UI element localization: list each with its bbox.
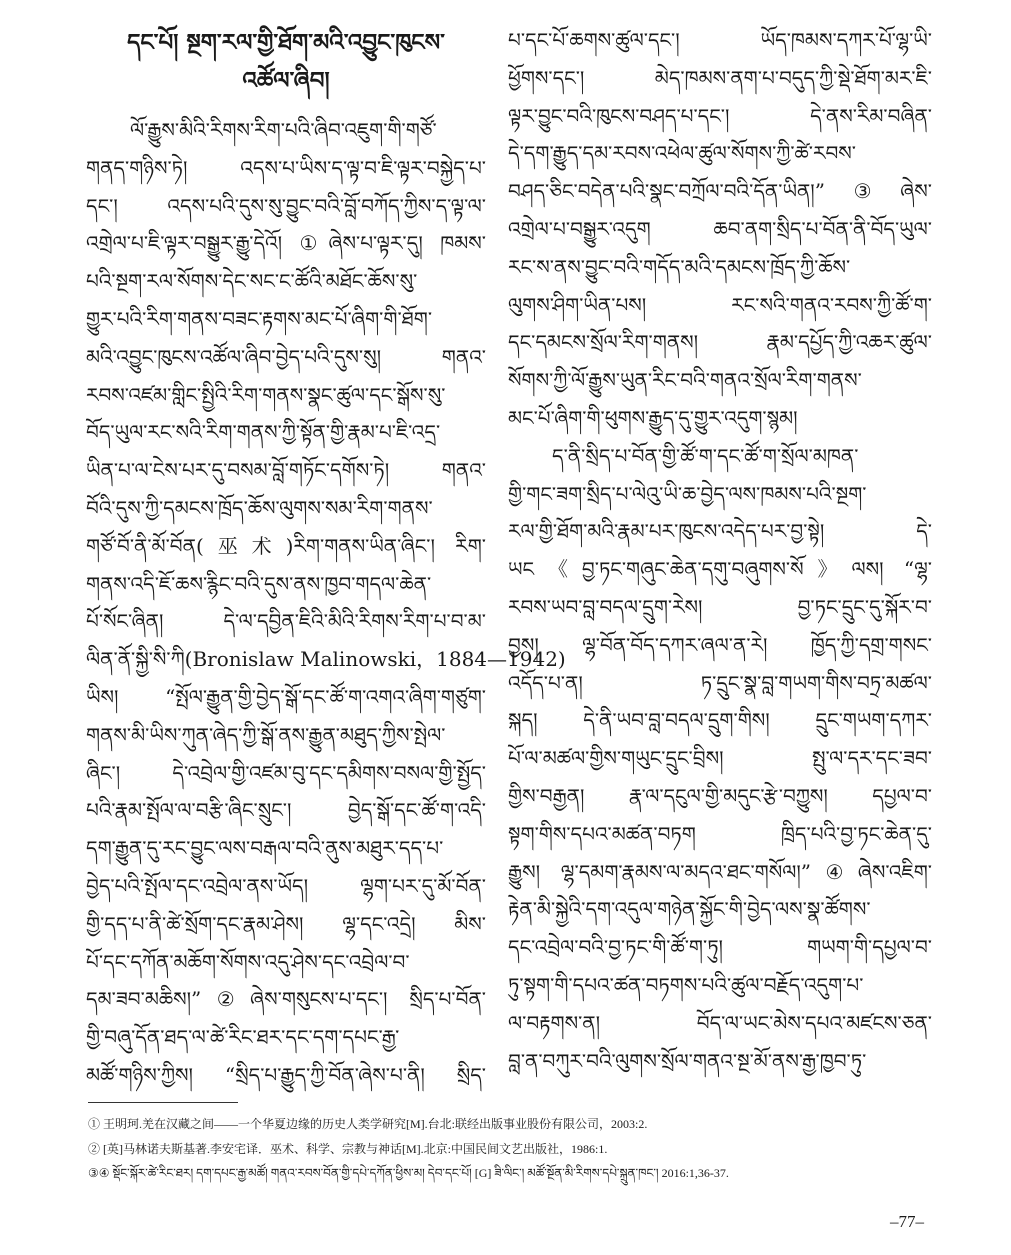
text-line: གྱུར་པའི་རིག་གནས་བཟང་རྟགས་མང་པོ་ཞིག་གི་ཐོག་ xyxy=(86,306,433,331)
text-line: བཤད་ཅིང་བདེན་པའི་སྣང་བཀྲོལ་བའི་དོན་ཡིན།”③ཞེས་ xyxy=(508,179,932,204)
text-line: གནས་མི་ཡིས་ཀུན་ཞེད་ཀྱི་སྒོ་ནས་རྒྱུན་མཐུད་ཀྱིས་སྤེལ་ xyxy=(86,722,446,747)
right-body-text xyxy=(508,22,932,1080)
section-title-line-1: དང་པོ། སྔག་རལ་གྱི་ཐོག་མའི་འབྱུང་ཁུངས་ xyxy=(127,29,445,56)
right-column xyxy=(508,22,932,1080)
text-line: སོགས་ཀྱི་ལོ་རྒྱུས་ཡུན་རིང་བའི་གནའ་སྲོལ་རིག་གནས་ xyxy=(508,368,862,393)
text-line: མའི་འབྱུང་ཁུངས་འཚོལ་ཞིབ་བྱེད་པའི་དུས་སུ། གནའ་ xyxy=(86,344,486,369)
text-line: དང་། འདས་པའི་དུས་སུ་བྱུང་བའི་བློ་བཀོད་ཀྱིས་ད་ལྟ་ལ་ xyxy=(86,193,486,218)
footnote-1: ① 王明珂.羌在汉藏之间——一个华夏边缘的历史人类学研究[M].台北:联经出版事业股份有限公司，2003:2. xyxy=(88,1117,648,1131)
text-line: སྟག་གིས་དཔའ་མཚན་བཏག ཁྲིད་པའི་བྱ་ཏང་ཆེན་དུ་ xyxy=(508,821,932,846)
text-line: པོ་དང་དཀོན་མཆོག་སོགས་འདུ་ཤེས་དང་འབྲེལ་བ་ xyxy=(86,949,410,974)
text-line: སྐད། དེ་ནི་ཡབ་བླ་བདལ་དྲུག་གིས། དྲུང་གཡག་དཀར་ xyxy=(508,708,932,733)
text-line: དེ་དག་རྒྱུད་དམ་རབས་འཕེལ་ཚུལ་སོགས་ཀྱི་ཚེ་རབས་ xyxy=(508,141,856,166)
text-line: ཕྱོགས་དང་། མེད་ཁམས་ནག་པ་བདུད་ཀྱི་སྡེ་ཐོག་མར་ཇི་ xyxy=(508,65,932,90)
text-line: བོའི་དུས་ཀྱི་དམངས་ཁྲོད་ཆོས་ལུགས་སམ་རིག་གནས་ xyxy=(86,495,433,520)
text-line: ད་ནི་སྲིད་པ་བོན་གྱི་ཚོ་ག་དང་ཚོ་ག་སྲོལ་མཁན་ xyxy=(552,443,859,468)
text-line: རལ་གྱི་ཐོག་མའི་རྣམ་པར་ཁུངས་འདེད་པར་བྱ་སྟེ། དེ་ xyxy=(508,519,932,544)
text-line: པོ་སོང་ཞིན། དེ་ལ་དབྱིན་ཇིའི་མིའི་རིགས་རིག་པ་བ་མ་ xyxy=(86,609,486,634)
text-line: དག་རྒྱུན་དུ་རང་བྱུང་ལས་བརྒལ་བའི་ནུས་མཐུར་དད་པ་ xyxy=(86,836,444,861)
text-line: དམ་ཟབ་མཆིས།”②ཞེས་གསུངས་པ་དང་། སྲིད་པ་བོན་ xyxy=(86,987,486,1012)
text-line: མང་པོ་ཞིག་གི་ཕུགས་རྒྱུད་དུ་གྱུར་འདུག་སྙམ། xyxy=(508,405,798,430)
text-line: རབས་ཡབ་བླ་བདལ་དྲུག་རེས། བྱ་ཏང་དྲུང་དུ་སྐོར་བ་ xyxy=(508,594,932,619)
text-line: གནས་འདི་ཇོ་ཆས་རྙིང་བའི་དུས་ནས་ཁྱབ་གདལ་ཆེན་ xyxy=(86,571,432,596)
left-column xyxy=(86,24,566,1095)
text-line: པའི་རྣམ་སྤོལ་ལ་བརྩི་ཞིང་སྲུང་། བྱེད་སྒོ་དང་ཚོ་ག་འདི་ xyxy=(86,798,486,823)
text-line: ཡིས། “སྤོལ་རྒྱུན་གྱི་བྱེད་སྒོ་དང་ཚོ་ག་འགའ་ཞིག་གཙུག་ xyxy=(86,684,486,709)
footnote-2: ② [英]马林诺夫斯基著.李安宅译．巫术、科学、宗教与神话[M].北京:中国民间文艺出版社，1986:1. xyxy=(88,1141,608,1156)
text-line: ཏུ་སྟག་གི་དཔའ་ཚན་བཏགས་པའི་ཚུལ་བརྗོད་འདུག་པ་ xyxy=(508,972,864,997)
text-line: ལིན་ནོ་སྐྱི་སི་ཀི(Bronislaw Malinowski，1884—1942) xyxy=(86,647,566,672)
text-line: གྱིས་བརྒྱན། རྣ་ལ་དངུལ་གྱི་མདུང་རྩེ་བཀྱུས། དཔྱལ་བ་ xyxy=(508,783,932,808)
text-line: བྱས། ལྷ་བོན་བོད་དཀར་ཞལ་ན་རེ། ཁྱོད་ཀྱི་དགྲ་གསང་ xyxy=(508,632,932,657)
text-line: ལྟར་བྱུང་བའི་ཁུངས་བཤད་པ་དང་། དེ་ནས་རིམ་བཞིན་ xyxy=(508,103,932,128)
text-line: རྟེན་མི་སྐྱེའི་དག་འདུལ་གཉེན་སྐྱོང་གི་བྱེད་ལས་སྣ་ཚོགས་ xyxy=(508,897,871,922)
text-line: ཡིན་པ་ལ་ངེས་པར་དུ་བསམ་བློ་གཏོང་དགོས་ཏེ། གནའ་ xyxy=(86,458,486,483)
text-line: ལོ་རྒྱུས་མིའི་རིགས་རིག་པའི་ཞིབ་འཇུག་གི་གཙོ་ xyxy=(130,118,437,142)
text-line: རྒྱུས། ལྷ་དམག་རྣམས་ལ་མདའ་ཐང་གསོལ།”④ཞེས་འཇིག་ xyxy=(508,859,932,884)
text-line: རབས་འཛམ་གླིང་སྤྱིའི་རིག་གནས་སྣང་ཚུལ་དང་སྒོས་སུ་ xyxy=(86,382,446,407)
section-title-line-2: འཚོལ་ཞིབ། xyxy=(242,67,330,94)
text-line: རང་ས་ནས་བྱུང་བའི་གདོད་མའི་དམངས་ཁྲོད་ཀྱི་ཆོས་ xyxy=(508,254,851,279)
text-line: བོད་ཡུལ་རང་སའི་རིག་གནས་ཀྱི་སྟོན་གྱི་རྣམ་པ་ཇི་འདྲ་ xyxy=(86,420,441,445)
page-number: –77– xyxy=(890,1212,924,1231)
text-line: འགྲེལ་པ་ཇི་ལྟར་བསྒྱུར་རྒྱུ་དེའོ། ①ཞེས་པ་ལྟར་དུ། ཁམས་ xyxy=(86,231,486,256)
text-line: གྱི་དད་པ་ནི་ཚེ་སྲོག་དང་རྣམ་ཤེས། ལྷ་དང་འདྲེ། མིས་ xyxy=(86,911,486,936)
text-line: དང་འབྲེལ་བའི་བྱ་ཏང་གི་ཚོ་ག་ཏུ། གཡག་གི་དཔྱལ་བ་ xyxy=(508,935,932,960)
text-line: འགྲེལ་པ་བསྒྱུར་འདུག ཆབ་ནག་སྲིད་པ་བོན་ནི་བོད་ཡུལ་ xyxy=(508,216,932,241)
text-line: འདོད་པ་ན། ཏ་དྲུང་སྣ་བླ་གཡག་གིས་བཏྲ་མཚལ་ xyxy=(508,670,932,695)
text-line: བླ་ན་བཀུར་བའི་ལུགས་སྲོལ་གནའ་སྔ་མོ་ནས་རྒྱ་ཁྱབ་ཏུ་ xyxy=(508,1048,867,1073)
text-line: ཞིང་། དེ་འབྲེལ་གྱི་འཛམ་བུ་དང་དམིགས་བསལ་གྱི་སྤྱོད་ xyxy=(86,760,486,785)
text-line: ཡང《བྱ་ཏང་གཞུང་ཆེན་དགུ་བཞུགས་སོ》ལས། “ལྷ་ xyxy=(508,557,932,582)
text-line: པ་དང་པོ་ཆགས་ཚུལ་དང་། ཡོད་ཁམས་དཀར་པོ་ལྷ་ཡི་ xyxy=(508,28,932,52)
text-line: བྱེད་པའི་སྤོལ་དང་འབྲེལ་ནས་ཡོད། ལྷག་པར་དུ་མོ་བོན་ xyxy=(86,873,486,898)
text-line: གནད་གཉིས་ཏེ། འདས་པ་ཡིས་ད་ལྟ་བ་ཇི་ལྟར་བསྐྱེད་པ་ xyxy=(86,155,486,180)
text-line: ལ་བརྟགས་ན། བོད་ལ་ཡང་མེས་དཔའ་མཛངས་ཅན་ xyxy=(508,1010,932,1035)
footnote-separator xyxy=(88,1102,238,1103)
text-line: མཚོ་གཉིས་ཀྱིས། “སྲིད་པ་རྒྱུད་ཀྱི་བོན་ཞེས་པ་ནི། སྲིད་ xyxy=(86,1062,486,1087)
text-line: པའི་སྔག་རལ་སོགས་དེང་སང་ང་ཚོའི་མཐོང་ཆོས་སུ་ xyxy=(86,269,418,294)
text-line: པོ་ལ་མཚལ་གྱིས་གཡུང་དྲུང་བྲིས། སྤུ་ལ་དར་དང་ཟབ་ xyxy=(508,746,932,771)
footnotes xyxy=(88,1112,928,1186)
text-line: གྱི་བཞུ་དོན་ཐད་ལ་ཚེ་རིང་ཐར་དང་དག་དཔང་རྒྱ་ xyxy=(86,1025,400,1050)
text-line: དང་དམངས་སྲོལ་རིག་གནས། རྣམ་དཔྱོད་ཀྱི་འཆར་ཚུལ་ xyxy=(508,330,932,355)
text-line: གྱི་གང་ཟག་སྲིད་པ་ལེའུ་ཡི་ཆ་བྱེད་ལས་ཁམས་པའི་སྔག་ xyxy=(508,481,867,506)
left-body-text xyxy=(86,112,566,1095)
text-line: ལུགས་ཤིག་ཡིན་པས། རང་སའི་གནའ་རབས་ཀྱི་ཚོ་ག་ xyxy=(508,292,932,317)
footnote-3-4: ③④ སྡོང་སྐོར་ཚེ་རིང་ཐར། དག་དཔང་རྒྱ་མཚོ། གནའ་རབས་བོན་གྱི་དཔེ་དཀོན་ཕྱིས་མ། དེབ་དང་པོ། [G] ཟི་ལིང་། མཚོ་སྔོན་མི་རིགས་དཔེ་སྐྲུན་ཁང་། 2016:1,36-37. xyxy=(88,1166,729,1180)
text-line: གཙོ་བོ་ནི་མོ་བོན(巫术)རིག་གནས་ཡིན་ཞིང་། རིག་ xyxy=(86,533,486,558)
